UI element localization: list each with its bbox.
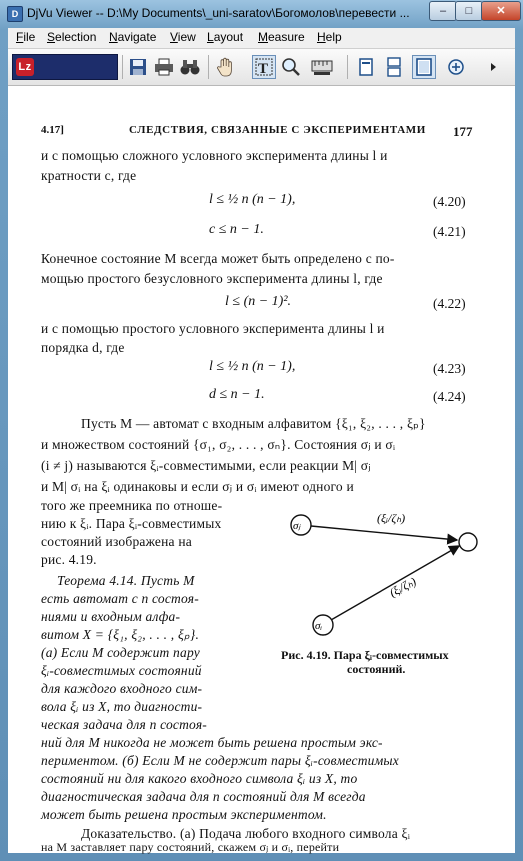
node-label-bottom: σᵢ: [315, 620, 323, 632]
menu-view[interactable]: [170, 30, 196, 44]
equation: l ≤ ½ n (n − 1),: [209, 192, 296, 207]
continuous-page-icon: [384, 57, 404, 77]
menu-selection[interactable]: [47, 30, 96, 44]
document-viewport[interactable]: [8, 86, 515, 853]
fit-page-button[interactable]: [412, 55, 436, 79]
theorem-line: ниями и входным алфа-: [41, 609, 181, 624]
theorem-line: периментом. (б) Если M не содержит пары ξᵢ-совместимых: [41, 753, 399, 768]
theorem-line: (а) Если M содержит пару: [41, 645, 200, 660]
equation: l ≤ (n − 1)².: [225, 294, 292, 309]
maximize-button[interactable]: □: [455, 1, 483, 21]
node-label-top: σⱼ: [293, 520, 301, 532]
theorem-line: есть автомат с n состоя-: [41, 591, 199, 606]
edge-top: [311, 526, 457, 540]
figure-caption: Рис. 4.19. Пара ξᵢ-совместимых: [281, 648, 449, 662]
text-line: и M| σᵢ на ξᵢ одинаковы и если σⱼ и σᵢ имеют одного и: [41, 479, 354, 494]
theorem-line: ний для M никогда не может быть решена простым экс-: [41, 735, 383, 750]
single-page-icon: [357, 57, 375, 77]
document-page: [13, 88, 515, 853]
menu-navigate-mnemonic: N: [109, 30, 118, 44]
menu-navigate-label: avigate: [117, 30, 157, 44]
text-line: и множеством состояний {σ₁, σ₂, . . . , σₙ}. Состояния σⱼ и σᵢ: [41, 437, 396, 452]
save-button[interactable]: [126, 55, 150, 79]
equation-number: (4.23): [433, 361, 466, 376]
text-line: рис. 4.19.: [41, 552, 97, 567]
menu-selection-label: election: [55, 30, 97, 44]
fit-page-icon: [415, 57, 433, 77]
measure-tool-button[interactable]: [310, 55, 334, 79]
menu-measure-mnemonic: M: [258, 30, 268, 44]
text-line: состояний изображена на: [41, 534, 192, 549]
proof-line: Доказательство. (а) Подача любого входного символа ξᵢ: [81, 826, 411, 841]
printer-icon: [154, 58, 174, 76]
text-line: (i ≠ j) называются ξᵢ-совместимыми, если реакции M| σⱼ: [41, 458, 371, 473]
ruler-icon: [311, 58, 333, 76]
equation-number: (4.24): [433, 389, 466, 404]
proof-line: на M заставляет пару состояний, скажем σⱼ и σᵢ, перейти: [41, 840, 340, 854]
theorem-line: состояний ни для какого входного символа ξᵢ из X, то: [41, 771, 358, 786]
state-node-target: [459, 533, 477, 551]
toolbar-overflow-button[interactable]: [482, 55, 506, 79]
theorem-line: витом X = {ξ₁, ξ₂, . . . , ξₚ}.: [41, 627, 200, 642]
zoom-in-button[interactable]: [444, 55, 468, 79]
equation-number: (4.22): [433, 296, 466, 311]
zoom-in-icon: [447, 58, 465, 76]
single-page-button[interactable]: [354, 55, 378, 79]
find-button[interactable]: [178, 55, 202, 79]
close-button[interactable]: ✕: [481, 1, 521, 21]
theorem-line: ческая задача для n состоя-: [41, 717, 207, 732]
chevron-right-icon: [489, 62, 499, 72]
menu-file-mnemonic: F: [16, 30, 24, 44]
print-button[interactable]: [152, 55, 176, 79]
text-line: и с помощью простого условного эксперимента длины l и: [41, 321, 385, 336]
page-section-number: 4.17]: [41, 124, 64, 136]
svg-text:T: T: [258, 61, 269, 76]
menu-measure-label: easure: [268, 30, 305, 44]
hand-icon: [217, 57, 235, 77]
toolbar-separator: [208, 55, 209, 79]
menu-selection-mnemonic: S: [47, 30, 56, 44]
menu-measure[interactable]: [258, 30, 305, 44]
lizardtech-mark: Lz: [16, 58, 34, 76]
text-line: нию к ξᵢ. Пара ξᵢ-совместимых: [41, 516, 222, 531]
menu-bar: [8, 28, 515, 49]
minimize-button[interactable]: –: [429, 1, 457, 21]
pan-tool-button[interactable]: [214, 55, 238, 79]
menu-view-label: iew: [177, 30, 196, 44]
state-pair-figure: [281, 504, 501, 642]
zoom-tool-button[interactable]: [279, 55, 303, 79]
continuous-page-button[interactable]: [382, 55, 406, 79]
text-line: Пусть M — автомат с входным алфавитом {ξ₁, ξ₂, . . . , ξₚ}: [81, 416, 426, 431]
text-line: того же преемника по отноше-: [41, 498, 223, 513]
menu-file-label: ile: [23, 30, 36, 44]
text-cursor-icon: [255, 58, 273, 76]
theorem-line: может быть решена простым экспериментом.: [41, 807, 327, 822]
menu-view-mnemonic: V: [170, 30, 178, 44]
menu-file[interactable]: [16, 30, 35, 44]
theorem-line: для каждого входного сим-: [41, 681, 203, 696]
text-line: Конечное состояние M всегда может быть определено с по-: [41, 251, 395, 266]
magnifier-icon: [281, 57, 301, 77]
text-select-tool-button[interactable]: [252, 55, 276, 79]
menu-layout-label: ayout: [213, 30, 244, 44]
page-running-title: СЛЕДСТВИЯ, СВЯЗАННЫЕ С ЭКСПЕРИМЕНТАМИ: [129, 124, 426, 136]
theorem-line: Теорема 4.14. Пусть M: [57, 573, 195, 588]
equation-number: (4.21): [433, 224, 466, 239]
text-line: мощью простого безусловного эксперимента длины l, где: [41, 271, 383, 286]
menu-help-mnemonic: H: [317, 30, 326, 44]
text-line: кратности c, где: [41, 168, 137, 183]
djvu-app-icon: D: [7, 6, 23, 22]
text-line: порядка d, где: [41, 340, 125, 355]
toolbar: [8, 49, 515, 86]
lizardtech-logo: [12, 54, 118, 80]
equation: d ≤ n − 1.: [209, 387, 265, 402]
equation: c ≤ n − 1.: [209, 222, 264, 237]
menu-help-label: elp: [325, 30, 342, 44]
theorem-line: диагностическая задача для n состояний для M всегда: [41, 789, 366, 804]
equation: l ≤ ½ n (n − 1),: [209, 359, 296, 374]
menu-navigate[interactable]: [109, 30, 156, 44]
menu-layout-mnemonic: L: [207, 30, 214, 44]
toolbar-separator: [347, 55, 348, 79]
edge-label-bottom: (ξᵢ/ζₕ): [387, 574, 419, 600]
equation-number: (4.20): [433, 194, 466, 209]
theorem-line: вола ξᵢ из X, то диагности-: [41, 699, 203, 714]
page-number: 177: [453, 124, 473, 139]
edge-label-top: (ξᵢ/ζₕ): [377, 511, 406, 525]
save-icon: [129, 58, 147, 76]
toolbar-separator: [122, 55, 123, 79]
figure-caption-cont: состояний.: [347, 662, 406, 676]
theorem-line: ξᵢ-совместимых состояний: [41, 663, 202, 678]
menu-layout[interactable]: [207, 30, 243, 44]
binoculars-icon: [180, 58, 200, 76]
menu-help[interactable]: [317, 30, 342, 44]
text-line: и с помощью сложного условного эксперимента длины l и: [41, 148, 388, 163]
title-bar[interactable]: [0, 0, 523, 28]
window-title: DjVu Viewer -- D:\My Documents\_uni-saratov\Богомолов\перевести ...: [27, 6, 410, 20]
